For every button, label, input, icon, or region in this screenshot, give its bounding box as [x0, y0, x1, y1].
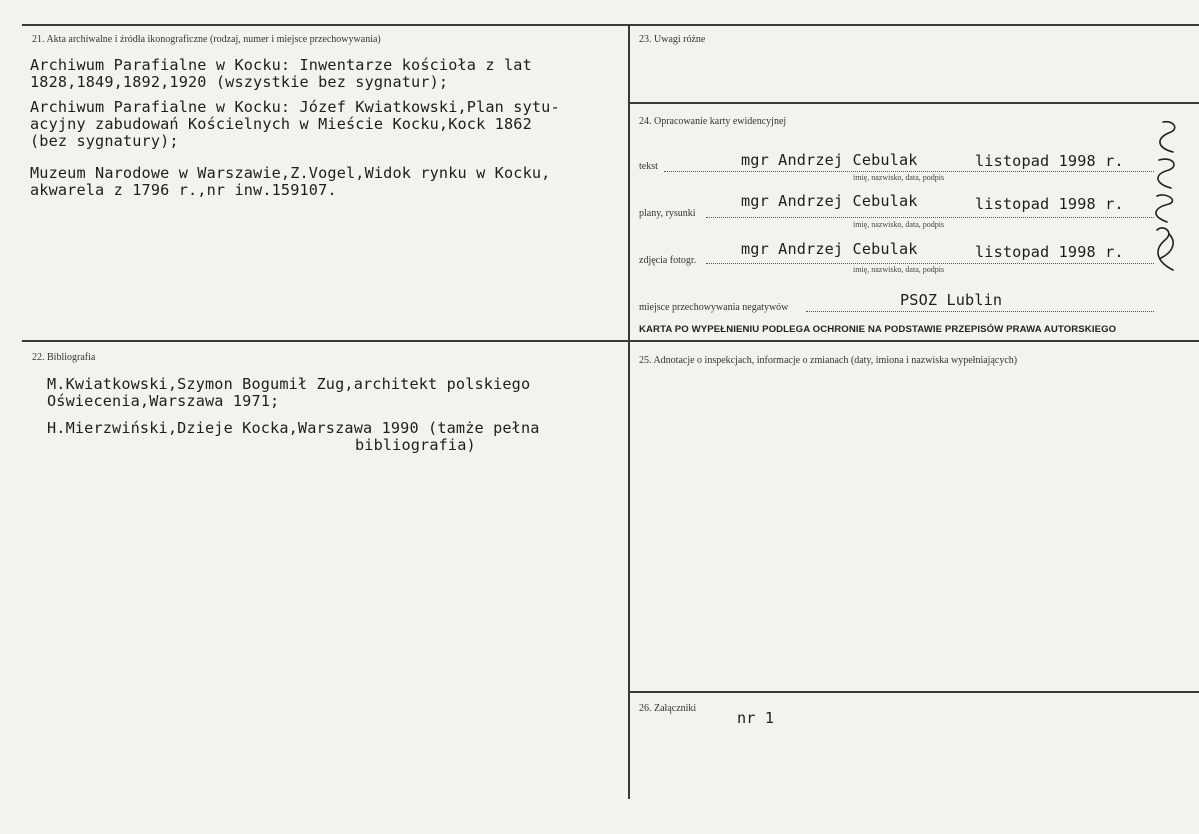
row-value-plany: mgr Andrzej Cebulak [741, 192, 918, 210]
section-22-heading: 22. Bibliografia [32, 352, 96, 363]
section-24-heading: 24. Opracowanie karty ewidencyjnej [639, 116, 787, 127]
bibliography-entry-1: M.Kwiatkowski,Szymon Bogumił Zug,architekt polskiego Oświecenia,Warszawa 1971; [47, 375, 531, 410]
row-date-plany: listopad 1998 r. [975, 195, 1124, 213]
negatives-value: PSOZ Lublin [900, 291, 1003, 309]
attachments-value: nr 1 [737, 709, 775, 727]
row-dots-tekst [664, 171, 1154, 172]
row-caption-zdjecia: imię, nazwisko, data, podpis [853, 265, 945, 274]
row-value-zdjecia: mgr Andrzej Cebulak [741, 240, 918, 258]
row-caption-plany: imię, nazwisko, data, podpis [853, 220, 945, 229]
uwagi-divider [629, 102, 1199, 104]
row-label-zdjecia: zdjęcia fotogr. [639, 255, 697, 266]
top-border [22, 24, 1199, 26]
row-date-zdjecia: listopad 1998 r. [975, 243, 1124, 261]
column-divider [628, 24, 630, 799]
archive-entry-2: Archiwum Parafialne w Kocku: Józef Kwiatkowski,Plan sytu- acyjny zabudowań Kościelnych w Mieście Kocku,Kock 1862 (bez sygnatury); [30, 98, 560, 150]
row-date-tekst: listopad 1998 r. [975, 152, 1124, 170]
archive-entry-3: Muzeum Narodowe w Warszawie,Z.Vogel,Widok rynku w Kocku, akwarela z 1796 r.,nr inw.159107. [30, 164, 551, 199]
copyright-warning: KARTA PO WYPEŁNIENIU PODLEGA OCHRONIE NA PODSTAWIE PRZEPISÓW PRAWA AUTORSKIEGO [639, 324, 1117, 335]
row-dots-zdjecia [706, 263, 1154, 264]
section-23-heading: 23. Uwagi różne [639, 34, 706, 45]
bibliography-entry-3: bibliografia) [355, 436, 476, 454]
row-caption-tekst: imię, nazwisko, data, podpis [853, 173, 945, 182]
negatives-dots [806, 311, 1154, 312]
archive-entry-1: Archiwum Parafialne w Kocku: Inwentarze kościoła z lat 1828,1849,1892,1920 (wszystkie bez sygnatur); [30, 56, 532, 91]
middle-divider [22, 340, 1199, 342]
zalaczniki-divider [629, 691, 1199, 693]
row-value-tekst: mgr Andrzej Cebulak [741, 151, 918, 169]
row-label-plany: plany, rysunki [639, 208, 696, 219]
row-label-tekst: tekst [639, 161, 658, 172]
section-21-heading: 21. Akta archiwalne i źródła ikonograficzne (rodzaj, numer i miejsce przechowywania) [32, 34, 381, 45]
bibliography-entry-2: H.Mierzwiński,Dzieje Kocka,Warszawa 1990 (tamże pełna [47, 419, 540, 437]
row-dots-plany [706, 217, 1154, 218]
handwritten-signature [1143, 112, 1189, 282]
section-25-heading: 25. Adnotacje o inspekcjach, informacje o zmianach (daty, imiona i nazwiska wypełniających) [639, 355, 1018, 366]
section-26-heading: 26. Załączniki [639, 703, 697, 714]
negatives-label: miejsce przechowywania negatywów [639, 302, 789, 313]
